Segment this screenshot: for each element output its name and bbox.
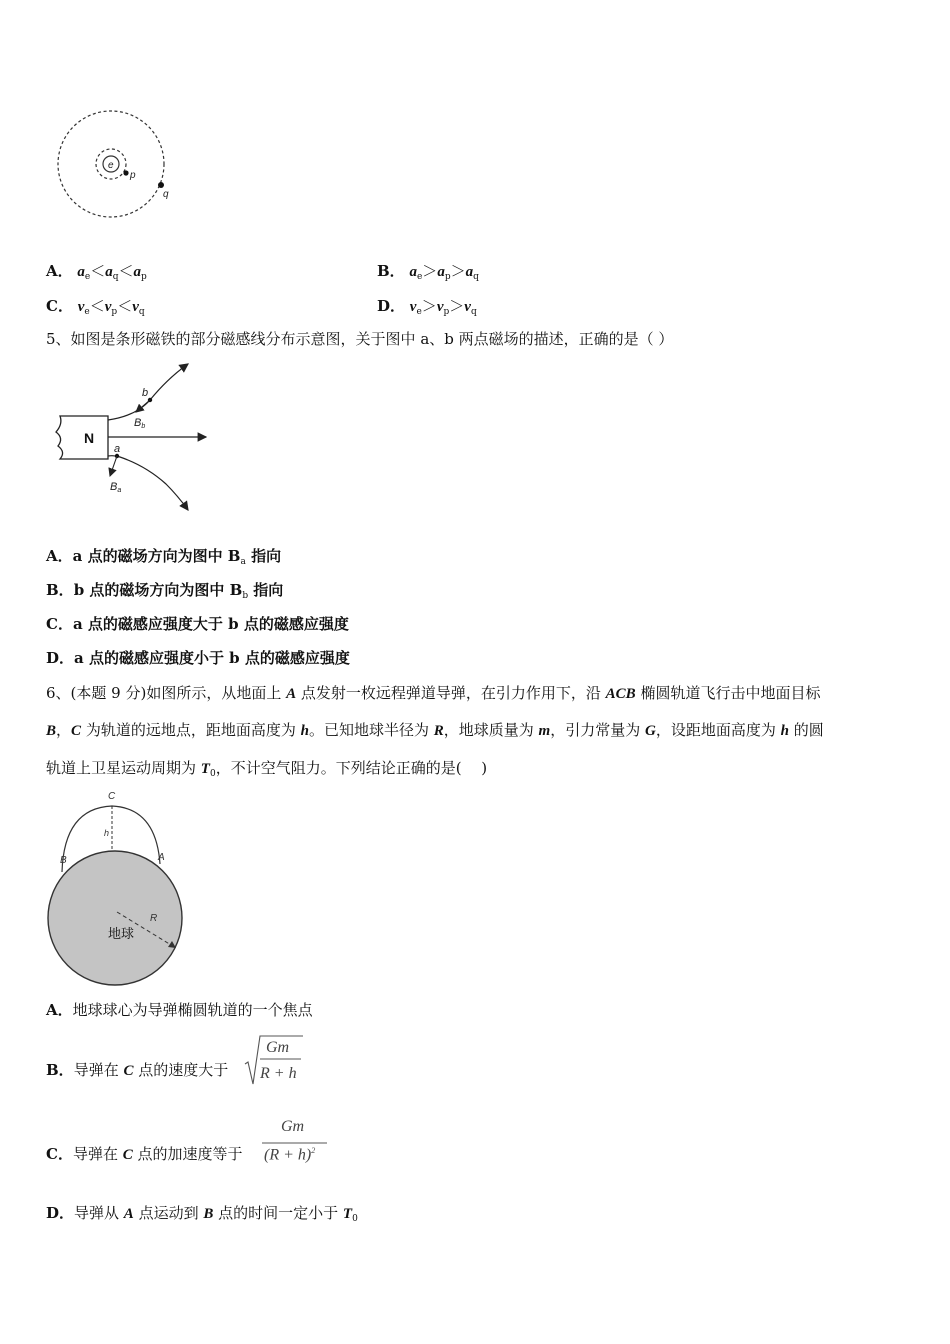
label-Bb: Bb: [134, 417, 146, 430]
label-b: b: [142, 387, 149, 399]
q6-c-denominator: $(R + h)^2$: [264, 1146, 316, 1164]
q6-stem-line1: 6、(本题 9 分)如图所示，从地面上 A 点发射一枚远程弹道导弹，在引力作用下，沿 ACB 椭圆轨道飞行击中地面目标: [46, 684, 821, 702]
field-line-a: [108, 456, 188, 510]
q4-option-a[interactable]: A． $a_e<a_q<a_p$: [46, 262, 147, 282]
label-earth: 地球: [108, 926, 135, 941]
label-B: B: [60, 855, 67, 866]
orbit-figure: [50, 105, 185, 225]
label-e: e: [108, 160, 114, 171]
magnet-n-label: N: [84, 430, 95, 446]
q6-option-a[interactable]: A．地球球心为导弹椭圆轨道的一个焦点: [46, 1001, 313, 1019]
fraction-bar: [262, 1142, 328, 1145]
point-p: [123, 170, 128, 175]
label-h: h: [104, 828, 110, 838]
q4-option-b[interactable]: B． $a_e>a_p>a_q$: [377, 262, 479, 282]
label-A: A: [158, 852, 165, 863]
q6-option-b[interactable]: B．导弹在 C 点的速度大于: [46, 1061, 229, 1079]
q5-stem: 5、如图是条形磁铁的部分磁感线分布示意图，关于图中 a、b 两点磁场的描述，正确的是（ ）: [46, 330, 674, 348]
q5-option-b[interactable]: B．b 点的磁场方向为图中 $B_b$ 指向: [46, 581, 284, 601]
label-p: p: [130, 170, 136, 181]
q5-option-d[interactable]: D．a 点的磁感应强度小于 b 点的磁感应强度: [46, 649, 350, 667]
label-q: q: [163, 189, 169, 200]
vector-Bb: [136, 400, 150, 412]
q5-option-c[interactable]: C．a 点的磁感应强度大于 b 点的磁感应强度: [46, 615, 349, 633]
label-R: R: [150, 913, 158, 924]
q5-option-a[interactable]: A．a 点的磁场方向为图中 $B_a$ 指向: [46, 547, 282, 567]
q6-stem-line2: B，C 为轨道的远地点，距地面高度为 h。已知地球半径为 R，地球质量为 m，引力常量为 G，设距地面高度为 h 的圆: [46, 721, 824, 739]
q4-option-d[interactable]: D． $v_e>v_p>v_q$: [377, 297, 477, 317]
label-C: C: [108, 791, 116, 802]
magnet-field-figure: [46, 360, 216, 515]
q4-option-c[interactable]: C． $v_e<v_p<v_q$: [46, 297, 145, 317]
magnet-body: [56, 416, 108, 459]
q6-stem-line3: 轨道上卫星运动周期为 $T_0$，不计空气阻力。下列结论正确的是( ): [46, 759, 488, 779]
q6-option-d[interactable]: D．导弹从 A 点运动到 B 点的时间一定小于 $T_0$: [46, 1204, 358, 1224]
earth-circle: [48, 851, 182, 985]
q6-b-denominator: R + h: [260, 1065, 297, 1082]
q6-option-c[interactable]: C．导弹在 C 点的加速度等于: [46, 1145, 243, 1163]
label-a: a: [114, 443, 121, 455]
point-q: [158, 182, 164, 188]
q6-c-numerator: Gm: [281, 1118, 305, 1135]
vector-Ba: [110, 456, 117, 476]
earth-missile-figure: [44, 786, 189, 991]
label-Ba: Ba: [110, 481, 122, 494]
q6-b-numerator: Gm: [266, 1039, 290, 1056]
